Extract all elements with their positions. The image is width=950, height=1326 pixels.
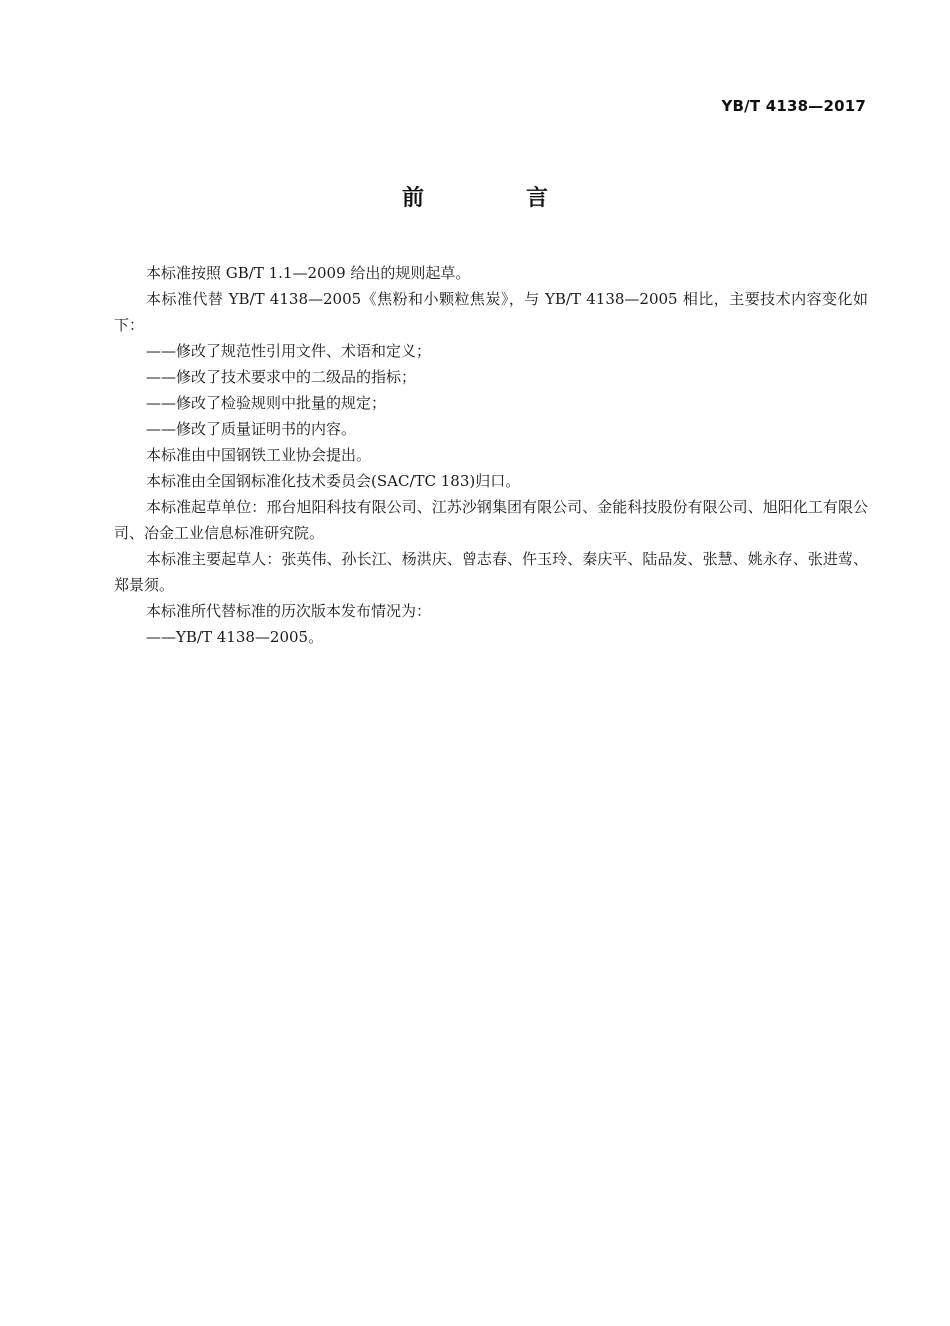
foreword-body (114, 260, 868, 650)
paragraph-drafters: 本标准主要起草人：张英伟、孙长江、杨洪庆、曾志春、仵玉玲、秦庆平、陆品发、张慧、姚永存、张进莺、郑景须。 (114, 550, 868, 594)
paragraph-proposer: 本标准由中国钢铁工业协会提出。 (146, 446, 372, 464)
paragraph-administrator: 本标准由全国钢标准化技术委员会(SAC/TC 183)归口。 (146, 472, 521, 490)
paragraph-replacement: 本标准代替 YB/T 4138—2005《焦粉和小颗粒焦炭》，与 YB/T 4138—2005 相比，主要技术内容变化如下： (114, 290, 868, 334)
standard-code: YB/T 4138—2017 (721, 97, 866, 115)
paragraph-drafting-rules: 本标准按照 GB/T 1.1—2009 给出的规则起草。 (146, 264, 471, 282)
paragraph-drafting-units: 本标准起草单位：邢台旭阳科技有限公司、江苏沙钢集团有限公司、金能科技股份有限公司、旭阳化工有限公司、冶金工业信息标准研究院。 (114, 498, 868, 542)
page-title: 前 言 (401, 186, 588, 211)
list-item: ——YB/T 4138—2005。 (146, 628, 324, 646)
paragraph-history: 本标准所代替标准的历次版本发布情况为： (146, 602, 432, 620)
list-item: ——修改了技术要求中的二级品的指标； (146, 368, 417, 386)
list-item: ——修改了质量证明书的内容。 (146, 420, 357, 438)
list-item: ——修改了规范性引用文件、术语和定义； (146, 342, 432, 360)
list-item: ——修改了检验规则中批量的规定； (146, 394, 387, 412)
